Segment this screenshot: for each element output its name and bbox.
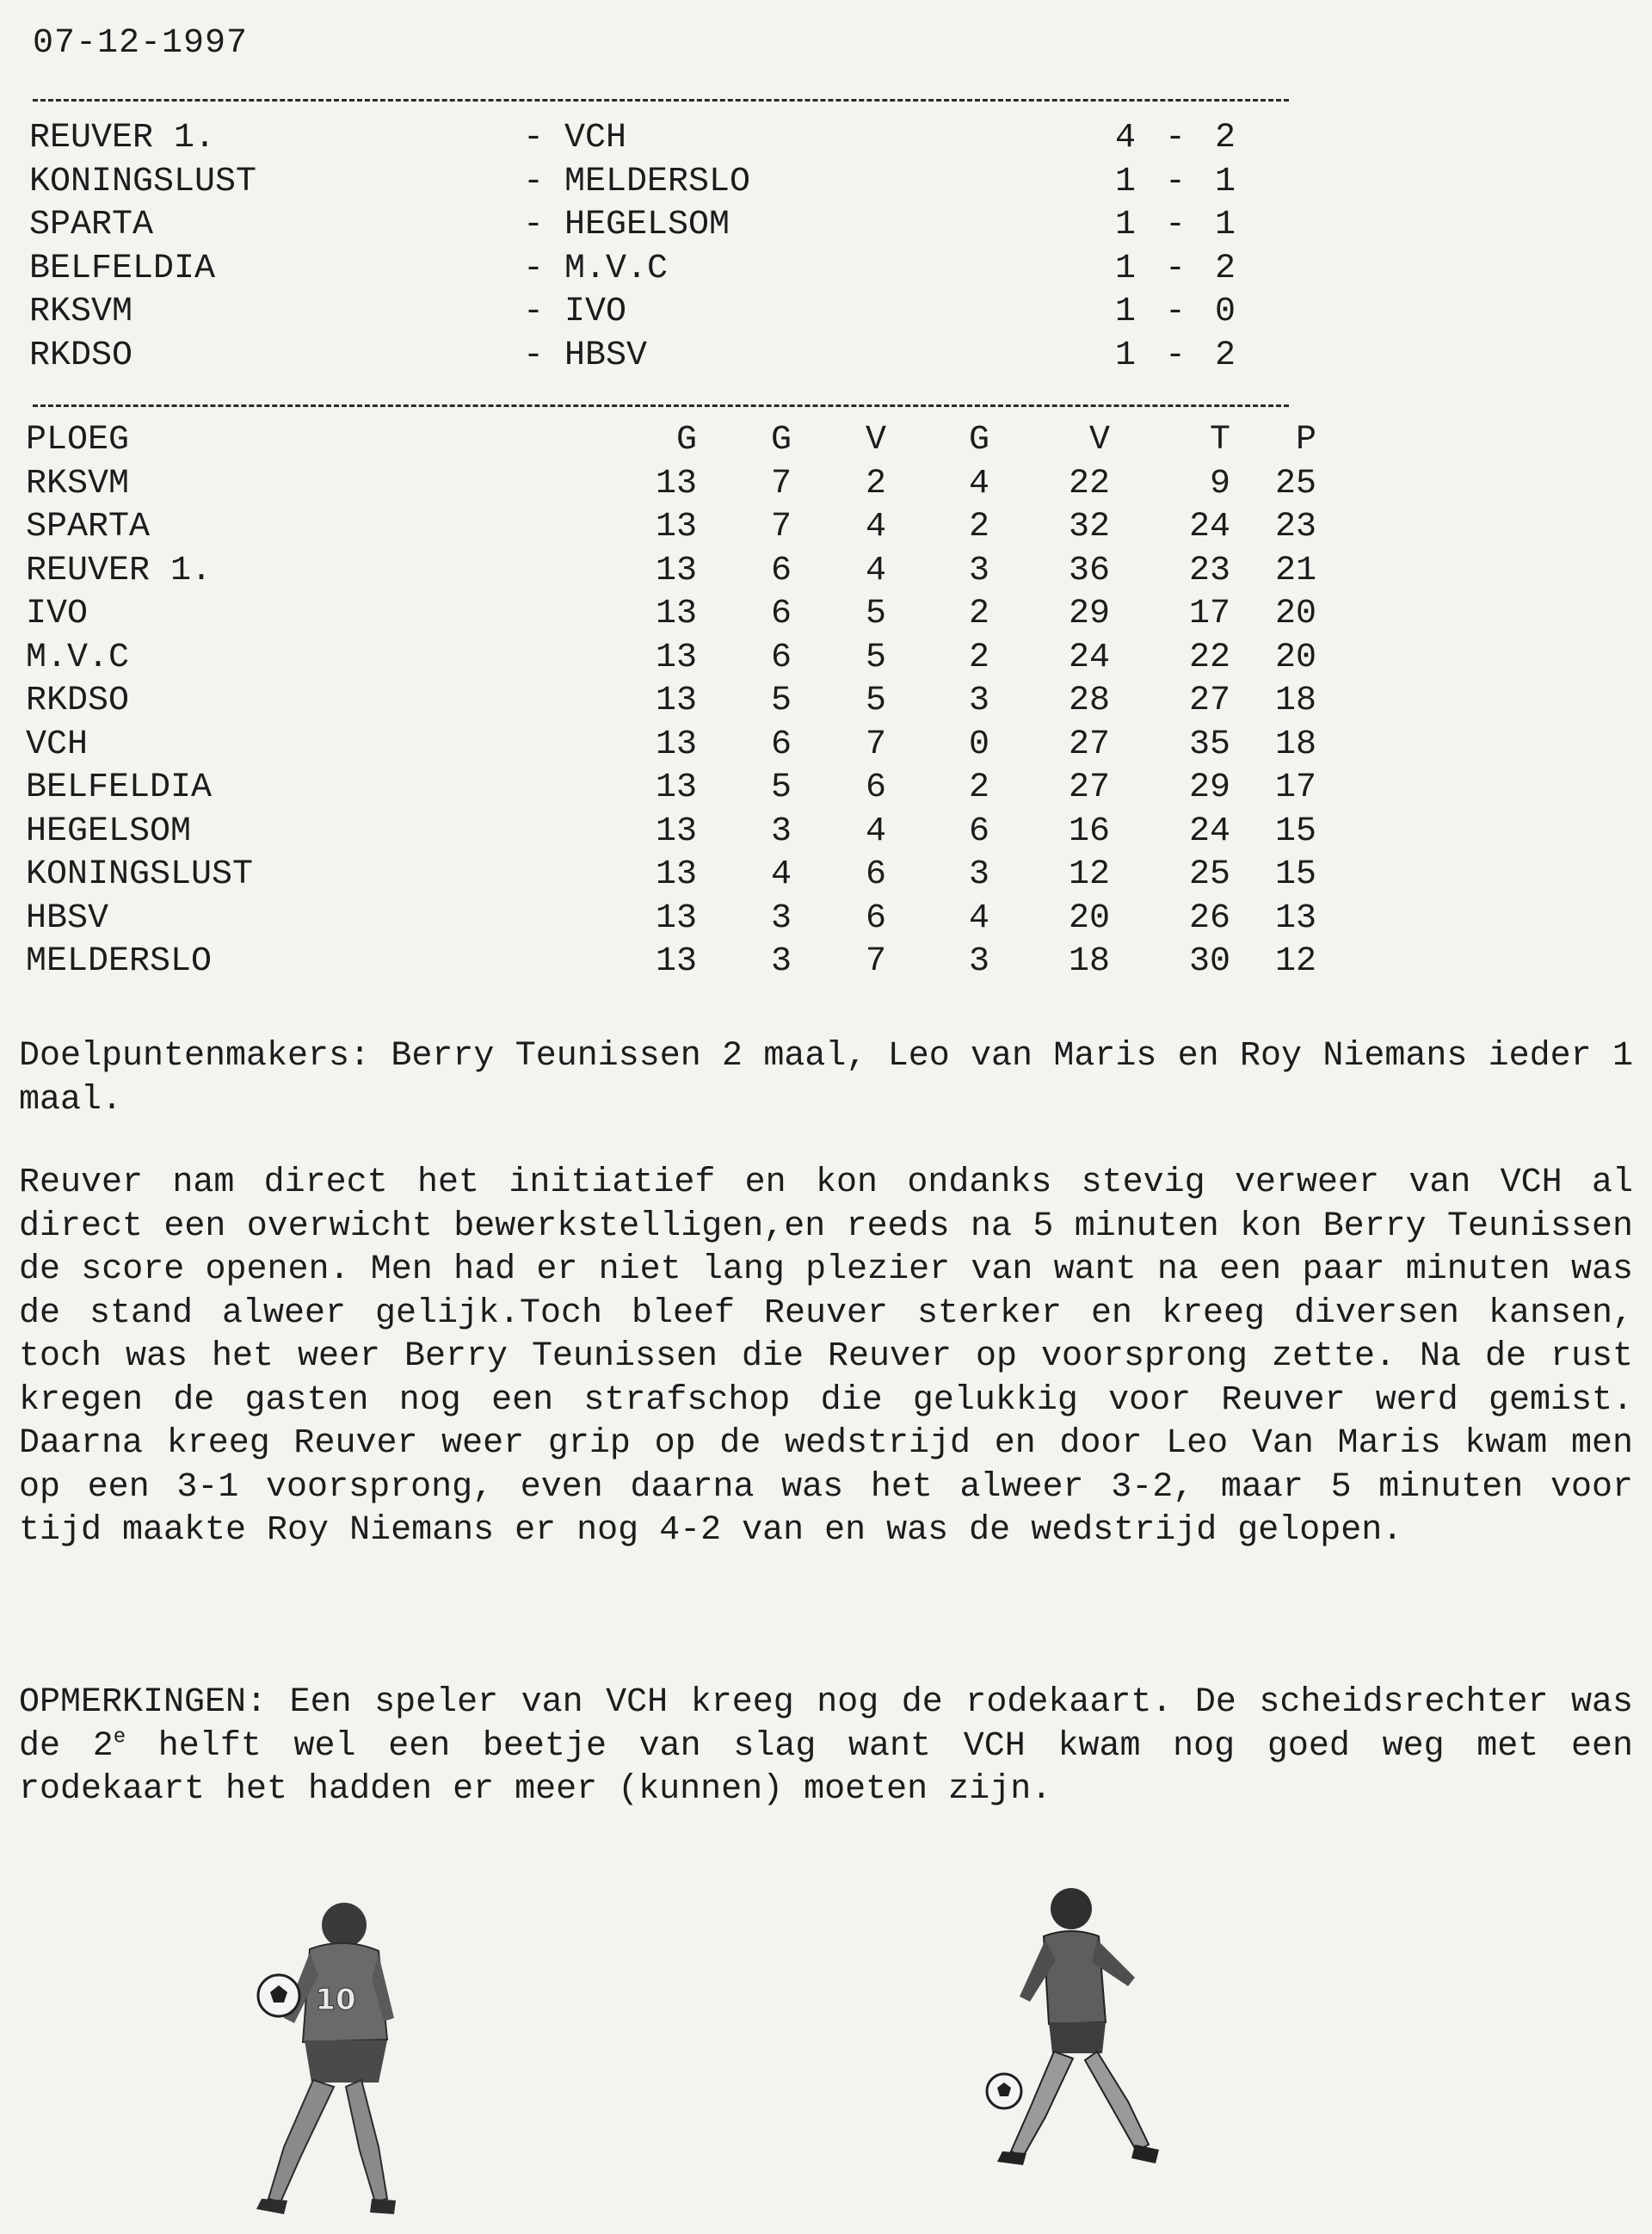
header-gelijk: G (968, 421, 989, 460)
home-team: REUVER 1. (29, 119, 216, 157)
points: 17 (1274, 768, 1316, 807)
drawn: 2 (968, 768, 989, 807)
match-date: 07-12-1997 (33, 24, 249, 63)
team-name: BELFELDIA (26, 768, 213, 807)
lost: 5 (865, 682, 886, 720)
lost: 6 (865, 768, 886, 807)
header-voor: V (1088, 421, 1110, 460)
played: 13 (655, 464, 697, 503)
drawn: 3 (968, 551, 989, 590)
won: 3 (770, 942, 792, 981)
dashed-divider-top (33, 99, 1289, 102)
match-score: 1 - 1 (1115, 162, 1236, 201)
drawn: 0 (968, 725, 989, 764)
goals-for: 22 (1068, 464, 1110, 503)
standings-table (26, 419, 1316, 984)
goals-for: 32 (1068, 508, 1110, 546)
lost: 4 (865, 812, 886, 851)
points: 12 (1274, 942, 1316, 981)
soccer-player-back-illustration (250, 1889, 396, 2225)
drawn: 4 (968, 898, 989, 938)
away-team: - VCH (523, 119, 627, 157)
goals-for: 16 (1068, 812, 1110, 851)
home-team: SPARTA (29, 206, 154, 244)
team-name: IVO (26, 595, 89, 633)
goals-against: 30 (1188, 942, 1230, 981)
result-row (29, 161, 1303, 205)
goals-against: 25 (1188, 855, 1230, 894)
header-gewonnen: G (770, 421, 792, 460)
points: 23 (1274, 508, 1316, 546)
home-team: RKSVM (29, 293, 133, 331)
played: 13 (655, 595, 697, 633)
team-name: HEGELSOM (26, 812, 192, 851)
goals-against: 27 (1188, 682, 1230, 720)
points: 25 (1274, 464, 1316, 503)
drawn: 2 (968, 508, 989, 546)
goals-for: 24 (1068, 638, 1110, 677)
played: 13 (655, 638, 697, 677)
soccer-player-running-illustration (977, 1876, 1166, 2186)
points: 20 (1274, 595, 1316, 633)
won: 5 (770, 768, 792, 807)
team-name: KONINGSLUST (26, 855, 254, 894)
won: 6 (770, 551, 792, 590)
home-team: BELFELDIA (29, 249, 216, 288)
remarks (19, 1682, 1633, 1812)
won: 3 (770, 898, 792, 938)
standings-row (26, 941, 1316, 984)
points: 21 (1274, 551, 1316, 590)
won: 7 (770, 508, 792, 546)
results-list (29, 117, 1303, 378)
result-row (29, 117, 1303, 161)
standings-body (26, 463, 1316, 984)
standings-row (26, 463, 1316, 507)
match-score: 1 - 2 (1115, 249, 1236, 288)
away-team: - HEGELSOM (523, 206, 730, 244)
result-row (29, 248, 1303, 292)
remarks-superscript: e (113, 1725, 126, 1750)
team-name: REUVER 1. (26, 551, 213, 590)
team-name: HBSV (26, 898, 109, 938)
soccer-ball-icon (987, 2074, 1021, 2108)
home-team: KONINGSLUST (29, 162, 257, 201)
drawn: 2 (968, 595, 989, 633)
played: 13 (655, 551, 697, 590)
soccer-ball-icon (258, 1975, 299, 2016)
team-name: VCH (26, 725, 89, 764)
goals-for: 28 (1068, 682, 1110, 720)
lost: 7 (865, 942, 886, 981)
played: 13 (655, 855, 697, 894)
lost: 4 (865, 551, 886, 590)
played: 13 (655, 898, 697, 938)
won: 6 (770, 595, 792, 633)
goals-against: 26 (1188, 898, 1230, 938)
drawn: 3 (968, 855, 989, 894)
standings-row (26, 898, 1316, 941)
standings-header (26, 419, 1316, 463)
points: 15 (1274, 855, 1316, 894)
header-punten: P (1295, 421, 1316, 460)
match-report: Reuver nam direct het initiatief en kon ondanks stevig verweer van VCH al direct een overwicht bewerkstelligen,en reeds na 5 minuten kon Berry Teunissen de score openen. Men had er niet lang plezier van want na een paar minuten was de stand alweer gelijk.Toch bleef Reuver sterker en kreeg diversen kansen, toch was het weer Berry Teunissen die Reuver op voorsprong zette. Na de rust kregen de gasten nog een strafschop die gelukkig voor Reuver werd gemist. Daarna kreeg Reuver weer grip op de wedstrijd en door Leo Van Maris kwam men op een 3-1 voorsprong, even daarna was het alweer 3-2, maar 5 minuten voor tijd maakte Roy Niemans er nog 4-2 van en was de wedstrijd gelopen. (19, 1163, 1633, 1550)
lost: 5 (865, 595, 886, 633)
away-team: - IVO (523, 293, 627, 331)
played: 13 (655, 508, 697, 546)
remarks-text-2: helft wel een beetje van slag want VCH kwam nog goed weg met een rodekaart het hadden er meer (kunnen) moeten zijn. (19, 1726, 1633, 1809)
played: 13 (655, 682, 697, 720)
goals-for: 27 (1068, 768, 1110, 807)
result-row (29, 204, 1303, 248)
away-team: - M.V.C (523, 249, 669, 288)
won: 6 (770, 725, 792, 764)
standings-row (26, 811, 1316, 855)
match-score: 1 - 1 (1115, 206, 1236, 244)
points: 13 (1274, 898, 1316, 938)
goals-against: 9 (1209, 464, 1230, 503)
goals-for: 29 (1068, 595, 1110, 633)
drawn: 4 (968, 464, 989, 503)
won: 3 (770, 812, 792, 851)
goal-scorers: Doelpuntenmakers: Berry Teunissen 2 maal, Leo van Maris en Roy Niemans ieder 1 maal. (19, 1037, 1633, 1120)
won: 7 (770, 464, 792, 503)
lost: 4 (865, 508, 886, 546)
goals-against: 23 (1188, 551, 1230, 590)
goals-for: 20 (1068, 898, 1110, 938)
result-row (29, 291, 1303, 335)
home-team: RKDSO (29, 336, 133, 375)
points: 20 (1274, 638, 1316, 677)
standings-row (26, 724, 1316, 768)
points: 15 (1274, 812, 1316, 851)
points: 18 (1274, 682, 1316, 720)
goals-for: 18 (1068, 942, 1110, 981)
points: 18 (1274, 725, 1316, 764)
goals-for: 12 (1068, 855, 1110, 894)
goals-against: 29 (1188, 768, 1230, 807)
drawn: 3 (968, 942, 989, 981)
won: 6 (770, 638, 792, 677)
standings-row (26, 767, 1316, 811)
standings-row (26, 854, 1316, 898)
team-name: M.V.C (26, 638, 130, 677)
drawn: 3 (968, 682, 989, 720)
match-score: 1 - 0 (1115, 293, 1236, 331)
goals-against: 22 (1188, 638, 1230, 677)
goals-against: 17 (1188, 595, 1230, 633)
dashed-divider-middle (33, 404, 1289, 407)
played: 13 (655, 942, 697, 981)
team-name: RKSVM (26, 464, 130, 503)
away-team: - MELDERSLO (523, 162, 751, 201)
away-team: - HBSV (523, 336, 648, 375)
drawn: 2 (968, 638, 989, 677)
won: 4 (770, 855, 792, 894)
played: 13 (655, 812, 697, 851)
jersey-number: 10 (315, 1983, 356, 2017)
lost: 7 (865, 725, 886, 764)
played: 13 (655, 725, 697, 764)
team-name: RKDSO (26, 682, 130, 720)
match-score: 1 - 2 (1115, 336, 1236, 375)
drawn: 6 (968, 812, 989, 851)
goals-for: 27 (1068, 725, 1110, 764)
standings-row (26, 506, 1316, 550)
lost: 5 (865, 638, 886, 677)
match-score: 4 - 2 (1115, 119, 1236, 157)
played: 13 (655, 768, 697, 807)
lost: 6 (865, 898, 886, 938)
lost: 6 (865, 855, 886, 894)
header-ploeg: PLOEG (26, 421, 130, 460)
goals-against: 24 (1188, 812, 1230, 851)
header-verloren: V (865, 421, 886, 460)
team-name: MELDERSLO (26, 942, 213, 981)
goals-against: 35 (1188, 725, 1230, 764)
goals-against: 24 (1188, 508, 1230, 546)
lost: 2 (865, 464, 886, 503)
standings-row (26, 593, 1316, 637)
remarks-text-1: OPMERKINGEN: Een speler van VCH kreeg nog de rodekaart. De scheidsrechter was de 2 (19, 1683, 1633, 1766)
result-row (29, 335, 1303, 379)
standings-row (26, 637, 1316, 681)
standings-row (26, 550, 1316, 594)
header-gespeeld: G (675, 421, 697, 460)
won: 5 (770, 682, 792, 720)
standings-row (26, 680, 1316, 724)
team-name: SPARTA (26, 508, 151, 546)
goals-for: 36 (1068, 551, 1110, 590)
header-tegen: T (1209, 421, 1230, 460)
